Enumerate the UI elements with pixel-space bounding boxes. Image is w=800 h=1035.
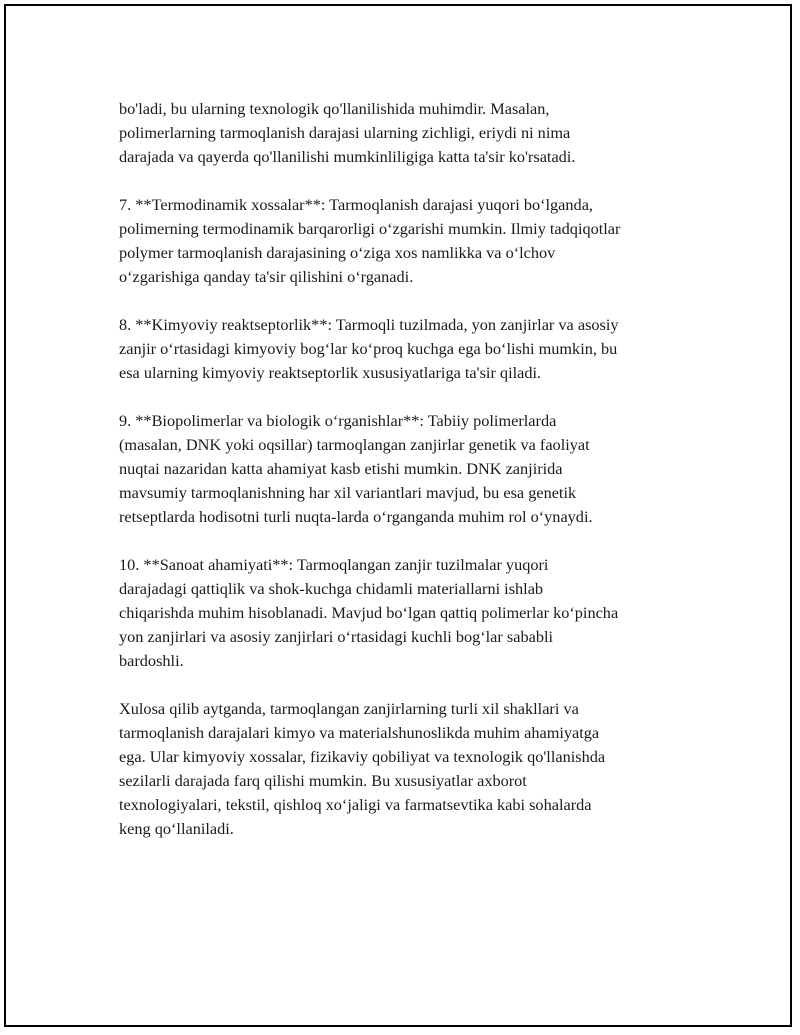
paragraph-intro-continuation: bo'ladi, bu ularning texnologik qo'llanilishida muhimdir. Masalan, polimerlarning tarmoqlanish darajasi ularning zichligi, eriydi ni nima darajada va qayerda qo'llanilishi mumkinliligiga katta ta'sir ko'rsatadi. (119, 99, 576, 166)
document-body (119, 97, 694, 865)
paragraph-thermodynamic-properties: 7. **Termodinamik xossalar**: Tarmoqlanish darajasi yuqori bo‘lganda, polimerning termodinamik barqarorligi o‘zgarishi mumkin. Ilmiy tadqiqotlar polymer tarmoqlanish darajasining o‘ziga xos namlikka va o‘lchov o‘zgarishiga qanday ta'sir qilishini o‘rganadi. (119, 195, 621, 286)
paragraph-chemical-reactivity: 8. **Kimyoviy reaktseptorlik**: Tarmoqli tuzilmada, yon zanjirlar va asosiy zanjir o‘rtasidagi kimyoviy bog‘lar ko‘proq kuchga ega bo‘lishi mumkin, bu esa ularning kimyoviy reaktseptorlik xususiyatlariga ta'sir qiladi. (119, 315, 619, 382)
paragraph-industrial-importance: 10. **Sanoat ahamiyati**: Tarmoqlangan zanjir tuzilmalar yuqori darajadagi qattiqlik va shok-kuchga chidamli materiallarni ishlab chiqarishda muhim hisoblanadi. Mavjud bo‘lgan qattiq polimerlar ko‘pincha yon zanjirlari va asosiy zanjirlari o‘rtasidagi kuchli bog‘lar sababli bardoshli. (119, 555, 619, 670)
paragraph-conclusion: Xulosa qilib aytganda, tarmoqlangan zanjirlarning turli xil shakllari va tarmoqlanish darajalari kimyo va materialshunoslikda muhim ahamiyatga ega. Ular kimyoviy xossalar, fizikaviy qobiliyat va texnologik qo'llanishda sezilarli darajada farq qilishi mumkin. Bu xususiyatlar axborot texnologiyalari, tekstil, qishloq xo‘jaligi va farmatsevtika kabi sohalarda keng qo‘llaniladi. (119, 699, 606, 838)
paragraph-biopolymers: 9. **Biopolimerlar va biologik o‘rganishlar**: Tabiiy polimerlarda (masalan, DNK yoki oqsillar) tarmoqlangan zanjirlar genetik va faoliyat nuqtai nazaridan katta ahamiyat kasb etishi mumkin. DNK zanjirida mavsumiy tarmoqlanishning har xil variantlari mavjud, bu esa genetik retseptlarda hodisotni turli nuqta-larda o‘rganganda muhim rol o‘ynaydi. (119, 411, 593, 526)
document-page (4, 4, 792, 1027)
